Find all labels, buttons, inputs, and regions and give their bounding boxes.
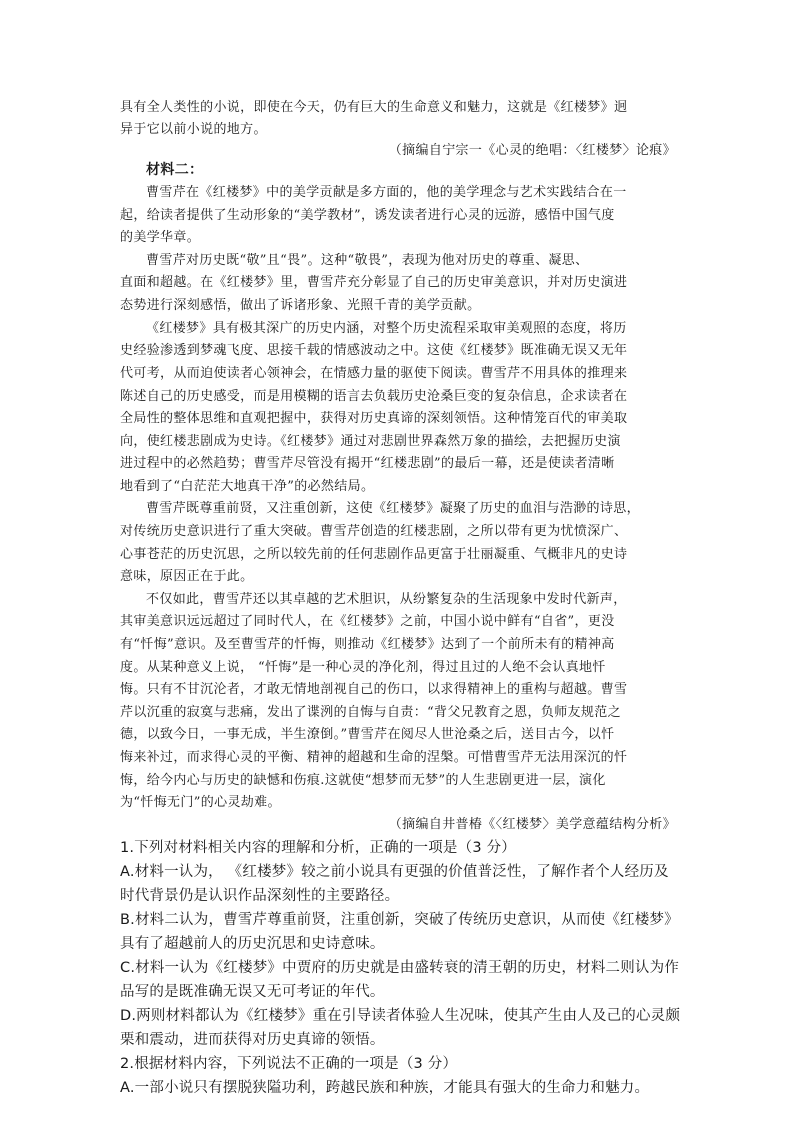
question-1-option-d-cont: 栗和震动，进而获得对历史真谛的领悟。 — [120, 1032, 385, 1048]
question-2-option-a: A.一部小说只有摆脱狭隘功利，跨越民族和种族，才能具有强大的生命力和魅力。 — [120, 1080, 650, 1096]
question-1-stem: 1.下列对材料相关内容的理解和分析，正确的一项是（3 分） — [120, 840, 516, 856]
question-1-option-a-cont: 时代背景仍是认识作品深刻性的主要路径。 — [120, 888, 400, 904]
question-1-option-a: A.材料一认为， 《红楼梦》较之前小说具有更强的价值普泛性，了解作者个人经历及 — [120, 864, 669, 880]
material2-line: 德，以致今日，一事无成，半生潦倒。”曹雪芹在阅尽人世沧桑之后，送目古今，以忏 — [120, 727, 615, 742]
material2-line: 全局性的整体思维和直观把握中，获得对历史真谛的深刻领悟。这种情笼百代的审美取 — [120, 411, 628, 426]
material2-line: 曹雪芹在《红楼梦》中的美学贡献是多方面的，他的美学理念与艺术实践结合在一 — [146, 185, 627, 200]
material2-line: 对传统历史意识进行了重大突破。曹雪芹创造的红楼悲剧，之所以带有更为忧愤深广、 — [120, 524, 628, 539]
material2-line: 史经验渗透到梦魂飞度、思接千载的情感波动之中。这使《红楼梦》既准确无误又无年 — [120, 343, 628, 358]
material2-line: 悔来补过，而求得心灵的平衡、精神的超越和生命的涅槃。可惜曹雪芹无法用深沉的忏 — [120, 750, 628, 765]
material2-line: 悔。只有不甘沉沦者，才敢无情地剖视自己的伤口，以求得精神上的重构与超越。曹雪 — [120, 682, 628, 697]
material2-line: 悔，给今内心与历史的缺憾和伤痕.这就使“想梦而无梦”的人生悲剧更进一层，演化 — [120, 773, 606, 788]
material2-line: 向，使红楼悲剧成为史诗。《红楼梦》通过对悲剧世界森然万象的描绘，去把握历史演 — [120, 434, 621, 449]
material2-line: 度。从某种意义上说， “忏悔”是一种心灵的净化剂，得过且过的人绝不会认真地忏 — [120, 660, 606, 675]
material2-line: 不仅如此，曹雪芹还以其卓越的艺术胆识，从纷繁复杂的生活现象中发时代新声， — [146, 592, 627, 607]
question-1-option-c-cont: 品写的是既准确无误又无可考证的年代。 — [120, 984, 385, 1000]
material2-line: 直面和超越。在《红楼梦》里，曹雪芹充分彰显了自己的历史审美意识，并对历史演进 — [120, 275, 628, 290]
question-1-option-d: D.两则材料都认为《红楼梦》重在引导读者体验人生况味，使其产生由人及己的心灵颇 — [120, 1008, 681, 1024]
material2-line: 有“忏悔”意识。及至曹雪芹的忏悔，则推动《红楼梦》达到了一个前所未有的精神高 — [120, 637, 615, 652]
question-1-option-c: C.材料一认为《红楼梦》中贾府的历史就是由盛转衰的清王朝的历史，材料二则认为作 — [120, 960, 680, 976]
material1-line: 异于它以前小说的地方。 — [120, 122, 267, 137]
material2-line: 意味，原因正在于此。 — [120, 569, 254, 584]
source-citation-1: （摘编自宁宗一《心灵的绝唱：〈红楼梦〉论痕》 — [388, 143, 676, 158]
question-1-option-b-cont: 具有了超越前人的历史沉思和史诗意味。 — [120, 936, 385, 952]
material2-heading: 材料二： — [146, 162, 204, 178]
source-citation-2: （摘编自井普椿《〈红楼梦〉美学意蕴结构分析》 — [388, 817, 676, 832]
material2-line: 为“忏悔无门”的心灵劫难。 — [120, 795, 281, 810]
material2-line: 态势进行深刻感悟，做出了诉诸形象、光照千青的美学贡献。 — [120, 298, 481, 313]
material2-line: 地看到了“白茫茫大地真干净”的必然结局。 — [120, 479, 375, 494]
material2-line: 曹雪芹对历史既“敬”且“畏”。这种“敬畏”，表现为他对历史的尊重、凝思、 — [146, 253, 589, 268]
material2-line: 的美学华章。 — [120, 230, 201, 245]
material2-line: 芹以沉重的寂寞与悲痛，发出了谍洌的自悔与自责：“背父兄教育之恩，负师友规范之 — [120, 705, 621, 720]
material2-line: 进过程中的必然趋势；曹雪芹尽管没有揭开“红楼悲剧”的最后一幕，还是使读者清晰 — [120, 456, 615, 471]
material2-line: 曹雪芹既尊重前贤，又注重创新，这使《红楼梦》凝聚了历史的血泪与浩渺的诗思， — [146, 501, 640, 516]
material1-line: 具有全人类性的小说，即使在今天，仍有巨大的生命意义和魅力，这就是《红楼梦》迥 — [120, 100, 628, 115]
material2-line: 陈述自己的历史感受，而是用模糊的语言去负载历史沧桑巨变的复杂信息，企求读者在 — [120, 389, 628, 404]
material2-line: 其审美意识远远超过了同时代人，在《红楼梦》之前，中国小说中鲜有“自省”，更没 — [120, 614, 615, 629]
question-1-option-b: B.材料二认为，曹雪芹尊重前贤，注重创新，突破了传统历史意识，从而使《红楼梦》 — [120, 912, 679, 928]
material2-line: 起，给读者提供了生动形象的“美学教材”，诱发读者进行心灵的远游，感悟中国气度 — [120, 208, 615, 223]
material2-line: 代可考，从而迫使读者心领神会，在情感力量的驱使下阅读。曹雪芹不用具体的推理来 — [120, 366, 628, 381]
material2-line: 《红楼梦》具有极其深广的历史内涵，对整个历史流程采取审美观照的态度，将历 — [146, 321, 627, 336]
material2-line: 心事苍茫的历史沉思，之所以较先前的任何悲剧作品更富于壮丽凝重、气概非凡的史诗 — [120, 547, 628, 562]
question-2-stem: 2.根据材料内容，下列说法不正确的一项是（3 分） — [120, 1056, 458, 1072]
